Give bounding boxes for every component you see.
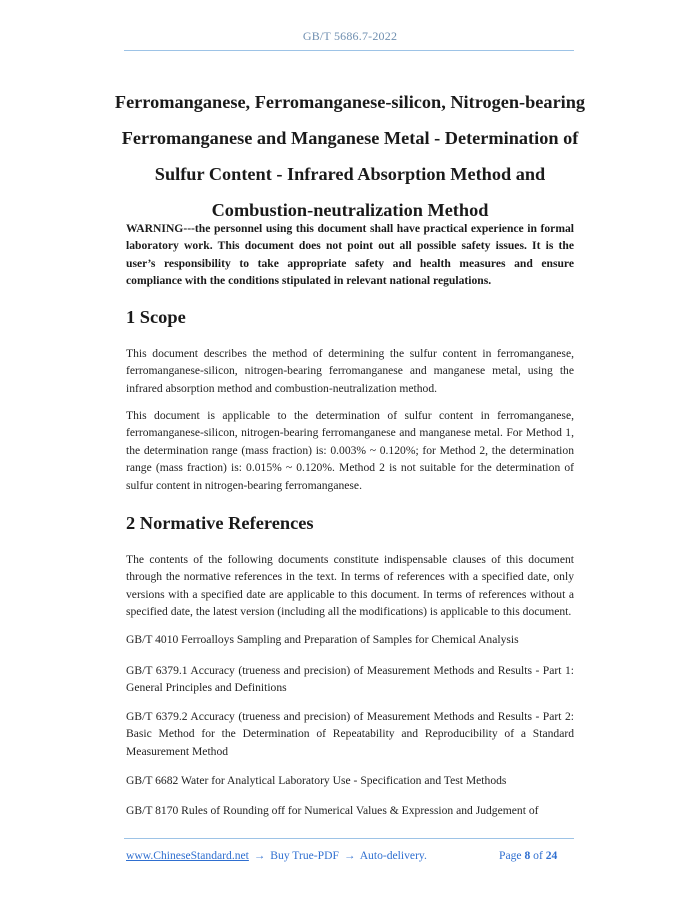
section-heading-scope: 1 Scope [126,307,186,327]
section-heading-normative-references: 2 Normative References [126,513,314,533]
footer-divider [124,838,574,839]
normative-intro-paragraph: The contents of the following documents constitute indispensable clauses of this document through the normative references in the text. In terms of references with a specified date, only versions with a specified date are applicable to this document. In terms of references without a specified date, the latest version (including all the modifications) is applicable to this document. [126,553,574,619]
reference-item: GB/T 6682 Water for Analytical Laboratory Use - Specification and Test Methods [126,774,507,787]
reference-item: GB/T 6379.1 Accuracy (trueness and precision) of Measurement Methods and Results - Part 1: General Principles and Definitions [126,664,574,695]
current-page: 8 [524,849,531,862]
standard-code-header: GB/T 5686.7-2022 [302,29,398,43]
buy-pdf-text: Buy True-PDF [270,849,339,862]
reference-item: GB/T 8170 Rules of Rounding off for Numerical Values & Expression and Judgement of [126,804,539,817]
scope-paragraph-1: This document describes the method of determining the sulfur content in ferromanganese, ferromanganese-silicon, nitrogen-bearing ferromanganese and manganese metal, using the infrared absorption method and combustion-neutralization method. [126,347,574,395]
footer-links [126,849,427,862]
arrow-right-icon: → [253,849,266,862]
reference-item: GB/T 6379.2 Accuracy (trueness and precision) of Measurement Methods and Results - Part 2: Basic Method for the Determination of Repeatability and Reproducibility of a Standard Measurement Method [126,710,574,758]
warning-paragraph: WARNING---the personnel using this document shall have practical experience in formal laboratory work. This document does not point out all possible safety issues. It is the user’s responsibility to take appropriate safety and health measures and ensure compliance with the conditions stipulated in relevant national regulations. [126,222,574,288]
site-link[interactable]: www.ChineseStandard.net [126,849,249,862]
total-pages: 24 [545,849,558,862]
auto-delivery-text: Auto-delivery. [359,849,427,862]
of-label: of [533,849,543,862]
arrow-right-icon: → [343,849,356,862]
page-label: Page [499,849,522,862]
scope-paragraph-2: This document is applicable to the determination of sulfur content in ferromanganese, ferromanganese-silicon, nitrogen-bearing ferromanganese and manganese metal. For Method 1, the determination range (mass fraction) is: 0.003% ~ 0.120%; for Method 2, the determination range (mass fraction) is: 0.015% ~ 0.120%. Method 2 is not suitable for the determination of sulfur content in nitrogen-bearing ferromanganese. [126,409,574,492]
reference-item: GB/T 4010 Ferroalloys Sampling and Preparation of Samples for Chemical Analysis [126,633,519,646]
page-number [499,849,557,862]
header-divider [124,50,574,51]
document-title: Ferromanganese, Ferromanganese-silicon, Nitrogen-bearing Ferromanganese and Manganese Metal - Determination of Sulfur Content - Infrared Absorption Method and Combustion-neutralization Method [114,92,586,221]
